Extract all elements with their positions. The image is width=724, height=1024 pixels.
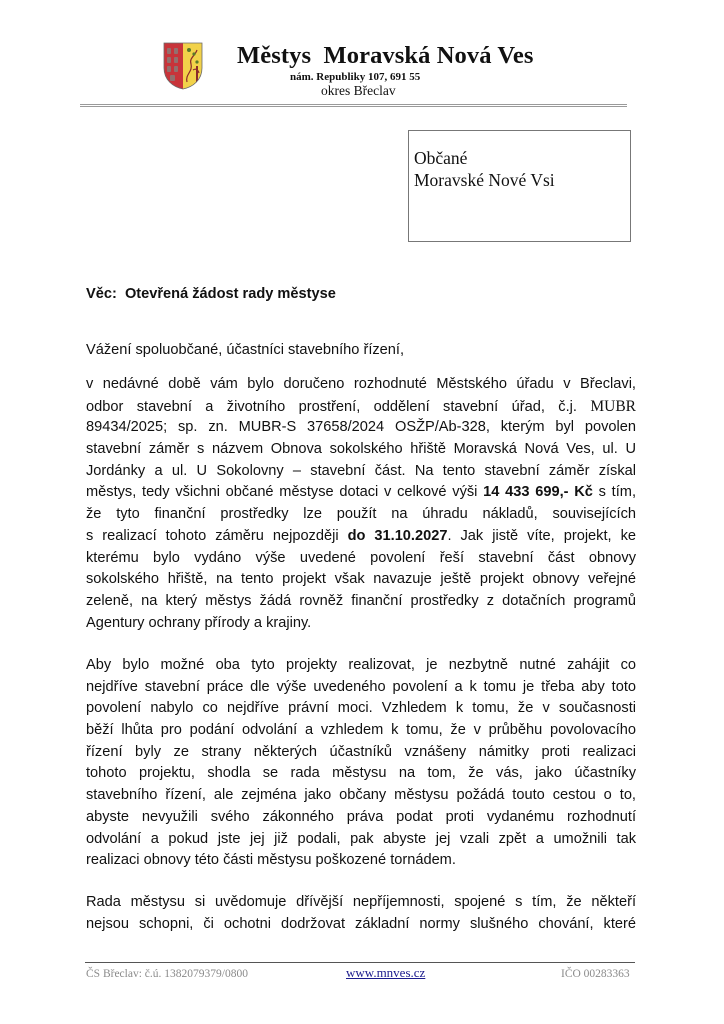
subject-text: Otevřená žádost rady městyse (124, 286, 336, 302)
municipality-address: nám. Republiky 107, 691 55 (290, 71, 421, 83)
header-divider (80, 104, 627, 107)
line-text: odbor stavební a životního prostření, oddělení stavební úřad, č.j. (86, 398, 577, 415)
paragraph-line (86, 526, 636, 548)
footer-company-id: IČO 00283363 (561, 968, 630, 980)
coat-of-arms-icon (163, 42, 203, 90)
paragraph-line: řízení byly ze strany některých účastníků vznášeny námitky proti realizaci (86, 743, 636, 760)
line-text: městys, tedy všichni občané městyse dotaci v celkové výši (86, 484, 478, 501)
municipality-district: okres Břeclav (321, 83, 396, 98)
paragraph-line: Jordánky a ul. U Sokolovny – stavební část. Na tento stavební záměr získal (86, 462, 636, 479)
line-text: s tím, (598, 484, 636, 501)
footer-website-link[interactable]: www.mnves.cz (346, 965, 426, 980)
line-text: . Jak jistě víte, projekt, ke (447, 527, 636, 544)
recipient-line-2: Moravské Nové Vsi (414, 170, 555, 190)
subject-label: Věc: (86, 286, 117, 302)
paragraph-line: Aby bylo možné oba tyto projekty realizovat, je nezbytně nutné zahájit co (86, 657, 636, 673)
paragraph-2 (86, 655, 636, 872)
paragraph-line: nejsou schopni, či ochotni dodržovat základní normy slušného chování, které (86, 915, 636, 932)
paragraph-line (86, 482, 636, 504)
paragraph-line: 89434/2025; sp. zn. MUBR-S 37658/2024 OSŽP/Ab-328, kterým byl povolen (86, 419, 636, 436)
paragraph-line: že tyto finanční prostředky lze použít na úhradu nákladů, souvisejících (86, 506, 636, 523)
paragraph-line: realizaci obnovy této části městysu poškozené tornádem. (86, 852, 456, 869)
subject-line (86, 284, 336, 304)
paragraph-line: zeleně, na který městys žádá rovněž finanční prostředky z dotačních programů (86, 592, 636, 609)
paragraph-line: abyste nevyužili svého zákonného práva podat proti vydanému rozhodnutí (86, 808, 636, 825)
paragraph-line: odvolání a pokud jste jej již podali, pak abyste jej vzali zpět a umožnili tak (86, 830, 636, 847)
recipient-address-box (408, 130, 631, 242)
line-text: s realizací tohoto záměru nejpozději (86, 527, 339, 544)
footer-divider (85, 962, 635, 963)
paragraph-line (86, 396, 636, 419)
greeting: Vážení spoluobčané, účastníci stavebního řízení, (86, 342, 405, 358)
paragraph-3 (86, 892, 636, 935)
municipality-title: Městys Moravská Nová Ves (237, 42, 534, 69)
reference-number: MUBR (590, 397, 636, 415)
paragraph-line: povolení nabylo co nejdříve právní moci. Vzhledem k tomu, že v současnosti (86, 700, 636, 717)
grant-amount: 14 433 699,- Kč (483, 484, 593, 501)
deadline-date: do 31.10.2027 (347, 527, 448, 544)
footer-bank-account: ČS Břeclav: č.ú. 1382079379/0800 (86, 968, 248, 980)
paragraph-line: Agentury ochrany přírody a krajiny. (86, 614, 312, 631)
paragraph-line: stavebního řízení, ale zejména jako občany městysu požádá touto cestou o to, (86, 787, 636, 804)
paragraph-line: tohoto projektu, shodla se rada městysu na tom, že vás, jako účastníky (86, 765, 636, 782)
paragraph-line: Rada městysu si uvědomuje dřívější nepříjemnosti, spojené s tím, že někteří (86, 894, 636, 910)
paragraph-line: stavební záměr s názvem Obnova sokolského hřiště Moravská Nová Ves, ul. U (86, 441, 636, 458)
paragraph-line: běží lhůta pro podání odvolání a vzhledem k tomu, že v průběhu povolovacího (86, 722, 636, 739)
recipient-line-1: Občané (414, 148, 468, 168)
paragraph-line: kterému bylo vydáno výše uvedené povolení řeší stavební část obnovy (86, 549, 636, 566)
paragraph-1 (86, 374, 636, 634)
paragraph-line: v nedávné době vám bylo doručeno rozhodnuté Městského úřadu v Břeclavi, (86, 376, 636, 392)
paragraph-line: nejdříve stavební práce dle výše uvedeného povolení a k tomu je třeba aby toto (86, 678, 636, 695)
paragraph-line: sokolského hřiště, na tento projekt však navazuje ještě projekt obnovy veřejné (86, 571, 636, 588)
